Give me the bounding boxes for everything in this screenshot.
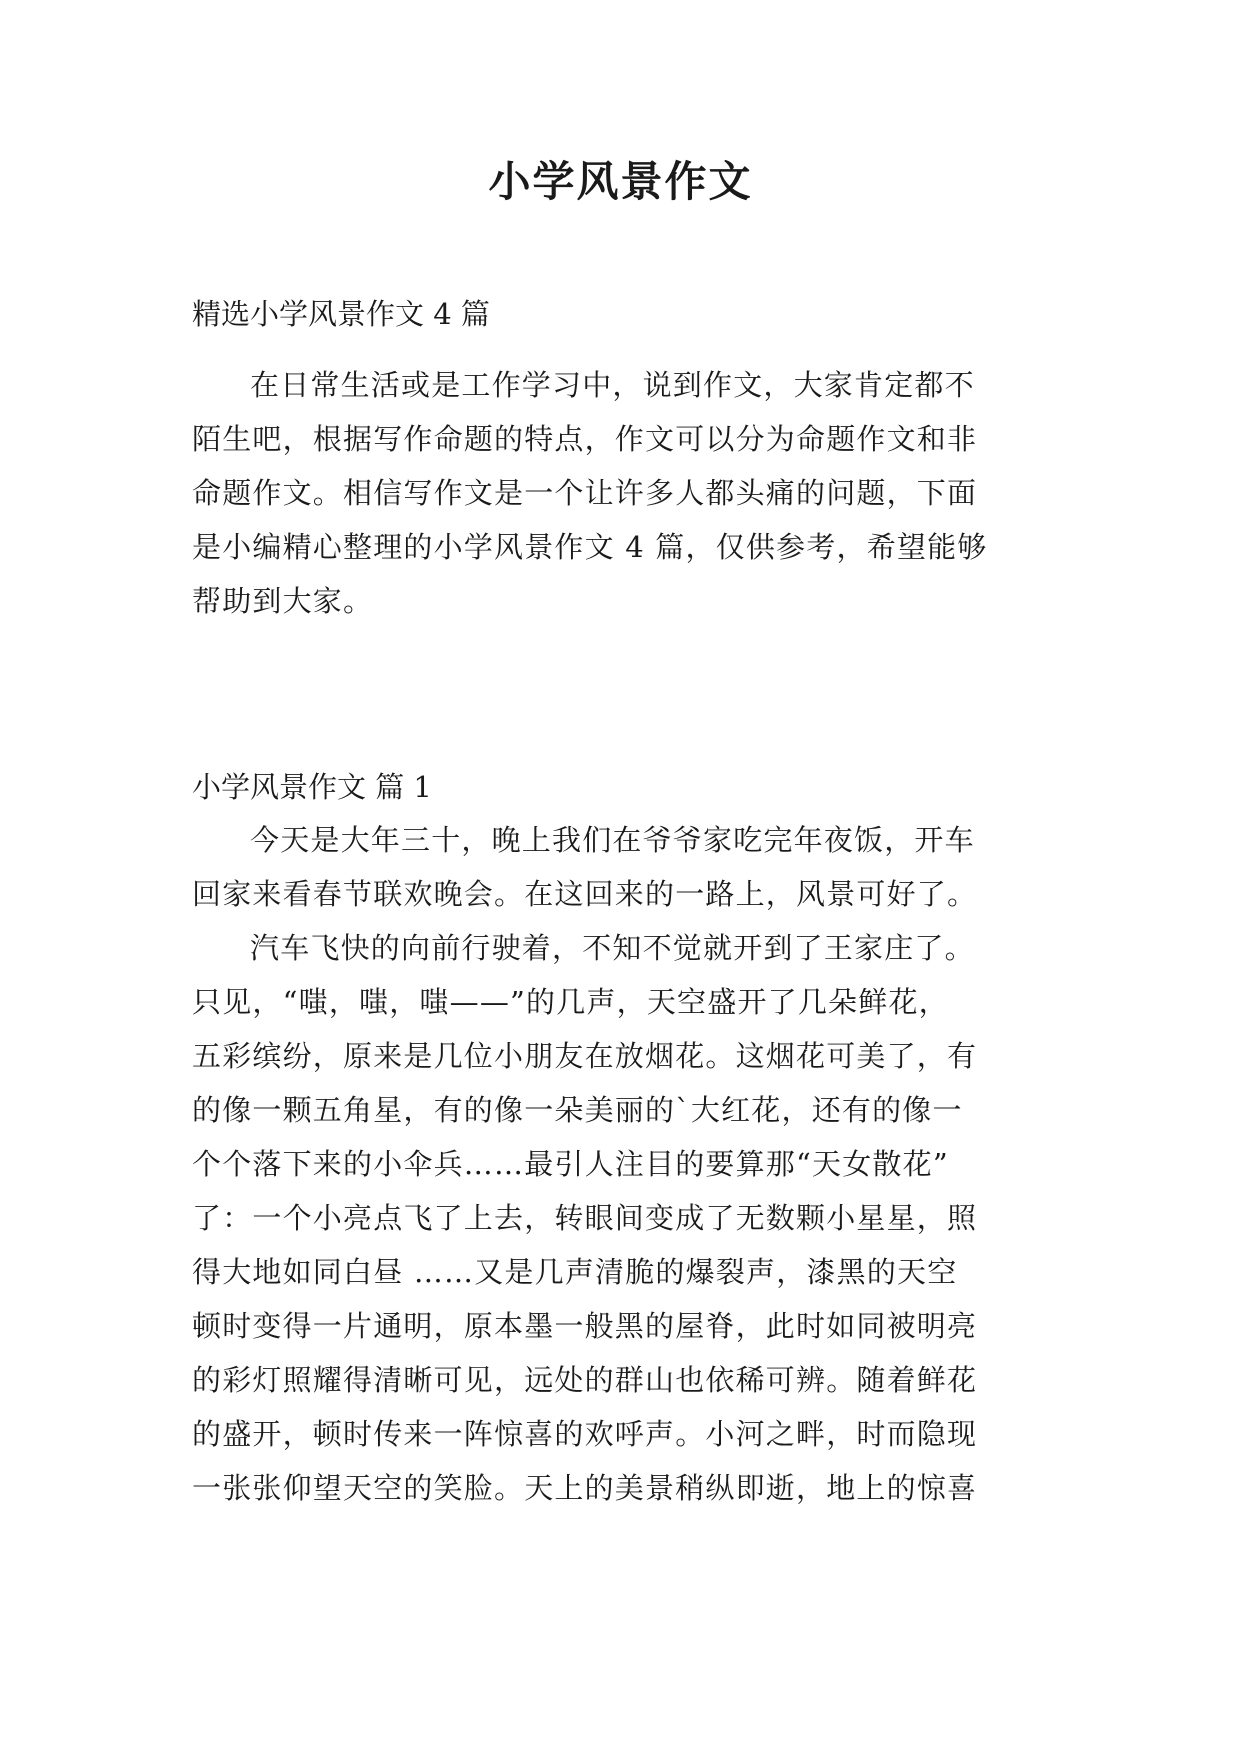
section-line: 的像一颗五角星，有的像一朵美丽的`大红花，还有的像一: [192, 1093, 963, 1127]
section-line: 今天是大年三十，晚上我们在爷爷家吃完年夜饭，开车: [250, 823, 975, 857]
intro-line: 帮助到大家。: [192, 584, 374, 618]
section-line: 个个落下来的小伞兵……最引人注目的要算那“天女散花”: [192, 1147, 949, 1181]
section-line: 只见，“嗤，嗤，嗤——”的几声，天空盛开了几朵鲜花，: [192, 985, 949, 1019]
intro-line: 命题作文。相信写作文是一个让许多人都头痛的问题，下面: [192, 476, 978, 510]
section-line: 的彩灯照耀得清晰可见，远处的群山也依稀可辨。随着鲜花: [192, 1363, 978, 1397]
section-line: 顿时变得一片通明，原本墨一般黑的屋脊，此时如同被明亮: [192, 1309, 978, 1343]
section-line: 的盛开，顿时传来一阵惊喜的欢呼声。小河之畔，时而隐现: [192, 1417, 978, 1451]
section-line: 汽车飞快的向前行驶着，不知不觉就开到了王家庄了。: [250, 931, 975, 965]
document-title: 小学风景作文: [488, 157, 753, 206]
intro-line: 陌生吧，根据写作命题的特点，作文可以分为命题作文和非: [192, 422, 978, 456]
section-line: 五彩缤纷，原来是几位小朋友在放烟花。这烟花可美了，有: [192, 1039, 978, 1073]
section-line: 了：一个小亮点飞了上去，转眼间变成了无数颗小星星，照: [192, 1201, 978, 1235]
intro-line: 在日常生活或是工作学习中，说到作文，大家肯定都不: [250, 368, 975, 402]
section-line: 一张张仰望天空的笑脸。天上的美景稍纵即逝，地上的惊喜: [192, 1471, 978, 1505]
section-line: 得大地如同白昼 ……又是几声清脆的爆裂声，漆黑的天空: [192, 1255, 958, 1289]
section-line: 回家来看春节联欢晚会。在这回来的一路上，风景可好了。: [192, 877, 978, 911]
intro-line: 是小编精心整理的小学风景作文 4 篇，仅供参考，希望能够: [192, 530, 988, 564]
section-heading: 小学风景作文 篇 1: [192, 770, 432, 804]
document-subtitle: 精选小学风景作文 4 篇: [192, 297, 490, 331]
